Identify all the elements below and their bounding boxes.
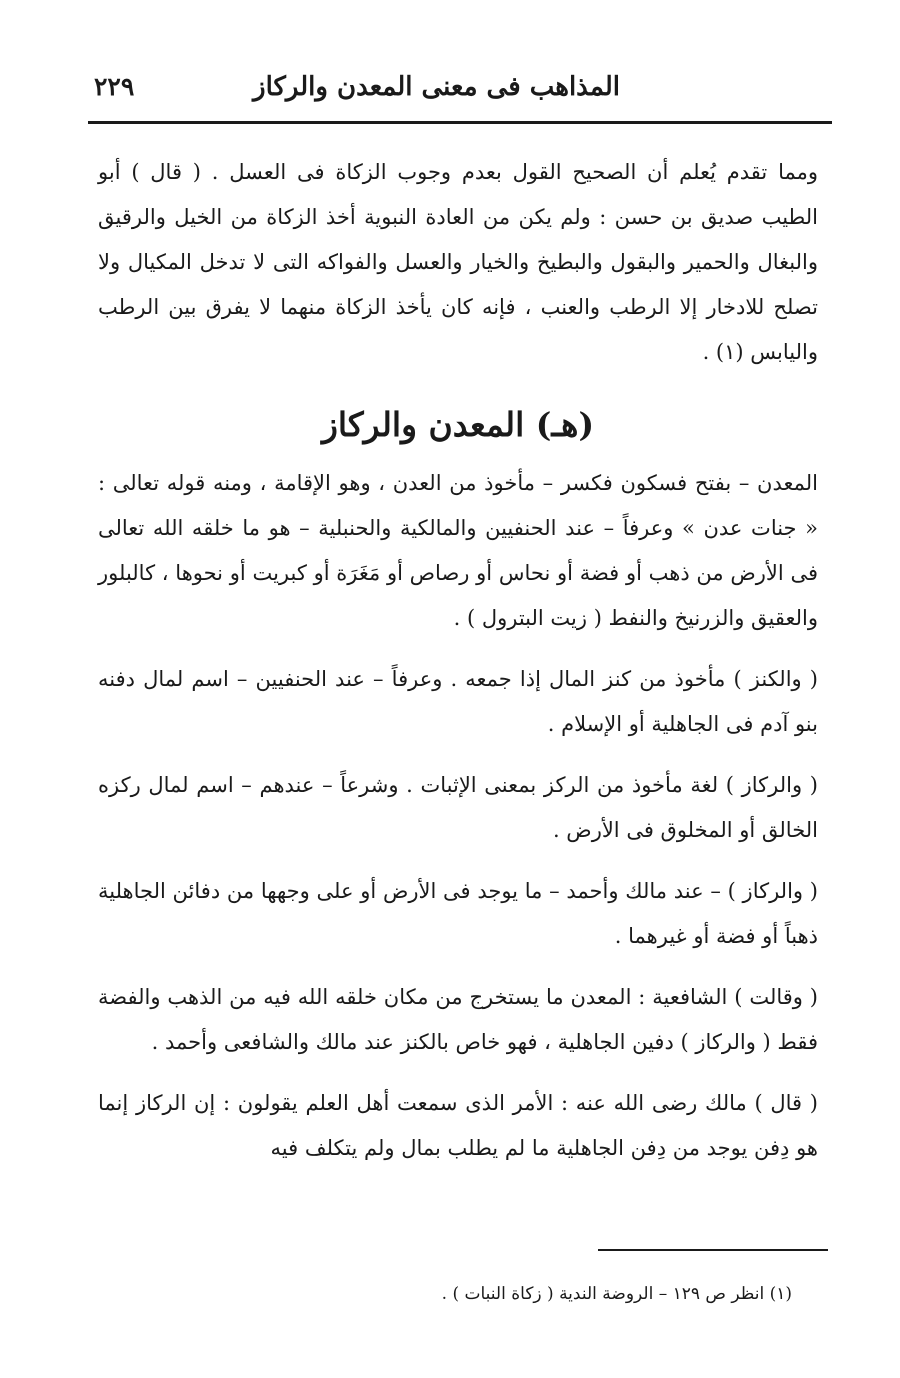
paragraph-maadin-definition: المعدن – بفتح فسكون فكسر – مأخوذ من العدن ، وهو الإقامة ، ومنه قوله تعالى : « جنات عدن » وعرفاً – عند الحنفيين والمالكية والحنبلية – هو ما خلقه الله تعالى فى الأرض من ذهب أو فضة أو نحاس أو رصاص أو مَغَرَة أو كبريت أو نحوها ، كالبلور والعقيق والزرنيخ والنفط ( زيت البترول ) . (98, 471, 818, 630)
footnote: (١) انظر ص ١٢٩ – الروضة الندية ( زكاة النبات ) . (441, 1284, 792, 1304)
paragraph-kanz-definition: ( والكنز ) مأخوذ من كنز المال إذا جمعه . وعرفاً – عند الحنفيين – اسم لمال دفنه بنو آدم فى الجاهلية أو الإسلام . (98, 667, 818, 736)
running-title: المذاهب فى معنى المعدن والركاز (253, 72, 620, 102)
footnote-rule (598, 1249, 828, 1251)
header-rule (88, 121, 832, 124)
body-text (98, 150, 818, 1171)
paragraph-rikaz-malik-ahmad: ( والركاز ) – عند مالك وأحمد – ما يوجد فى الأرض أو على وجهها من دفائن الجاهلية ذهباً أو فضة أو غيرهما . (98, 879, 818, 948)
section-heading: (هـ) المعدن والركاز (321, 405, 595, 444)
paragraph-rikaz-hanafi: ( والركاز ) لغة مأخوذ من الركز بمعنى الإثبات . وشرعاً – عندهم – اسم لمال ركزه الخالق أو المخلوق فى الأرض . (98, 773, 818, 842)
running-head (88, 66, 830, 116)
paragraph-shafii: ( وقالت ) الشافعية : المعدن ما يستخرج من مكان خلقه الله فيه من الذهب والفضة فقط ( والركاز ) دفين الجاهلية ، فهو خاص بالكنز عند مالك والشافعى وأحمد . (98, 985, 818, 1054)
paragraph-honey-zakat: ومما تقدم يُعلم أن الصحيح القول بعدم وجوب الزكاة فى العسل . ( قال ) أبو الطيب صديق بن حسن : ولم يكن من العادة النبوية أخذ الزكاة من الخيل والرقيق والبغال والحمير والبقول والبطيخ والخيار والعسل والفواكه التى لا تدخل المكيال ولا تصلح للادخار إلا الرطب والعنب ، فإنه كان يأخذ الزكاة منهما لا يفرق بين الرطب واليابس (١) . (98, 160, 818, 364)
page-number: ٢٢٩ (94, 72, 135, 101)
paragraph-malik-quote: ( قال ) مالك رضى الله عنه : الأمر الذى سمعت أهل العلم يقولون : إن الركاز إنما هو دِفن يوجد من دِفن الجاهلية ما لم يطلب بمال ولم يتكلف فيه (98, 1091, 818, 1160)
